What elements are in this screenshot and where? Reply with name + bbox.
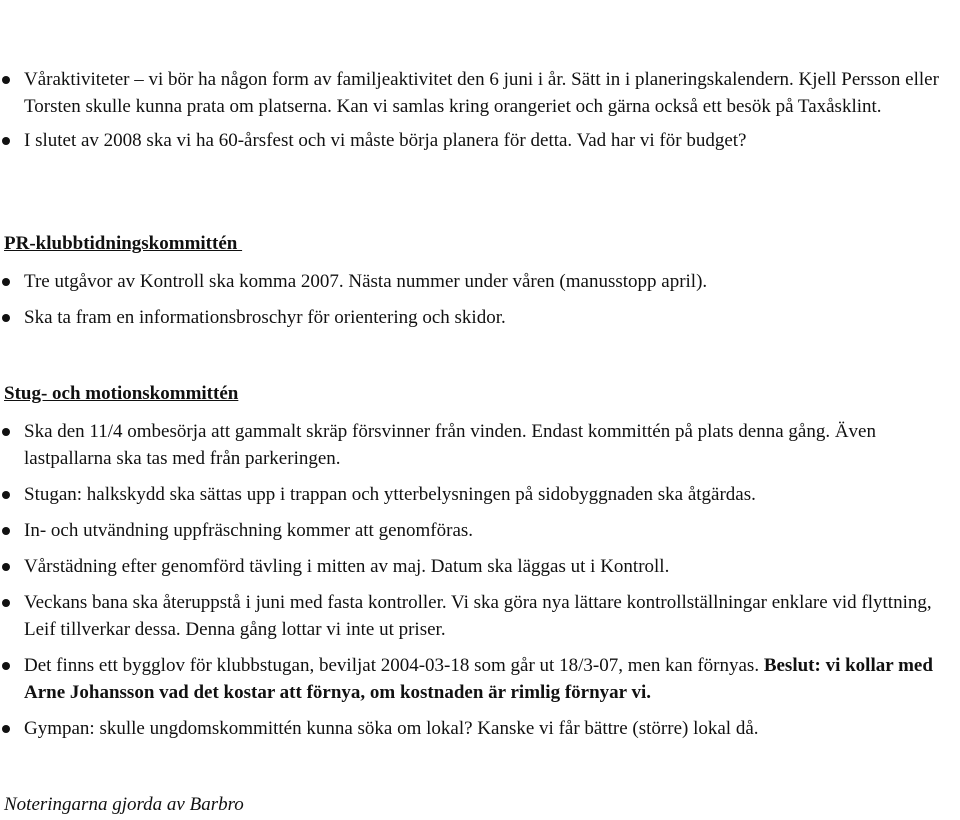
- top-bullet-list: [0, 66, 950, 154]
- section-heading-stug: Stug- och motionskommittén: [4, 383, 239, 404]
- stug-bullet-list: [0, 418, 950, 742]
- list-item: I slutet av 2008 ska vi ha 60-årsfest och vi måste börja planera för detta. Vad har vi för budget?: [0, 127, 950, 154]
- footer-note: Noteringarna gjorda av Barbro: [4, 794, 244, 815]
- section-heading-pr: PR-klubbtidningskommittén: [4, 233, 243, 254]
- bygglov-text: Det finns ett bygglov för klubbstugan, beviljat 2004-03-18 som går ut 18/3-07, men kan förnyas.: [24, 655, 764, 676]
- list-item: Vårstädning efter genomförd tävling i mitten av maj. Datum ska läggas ut i Kontroll.: [0, 553, 950, 580]
- list-item: Stugan: halkskydd ska sättas upp i trappan och ytterbelysningen på sidobyggnaden ska åtgärdas.: [0, 481, 950, 508]
- list-item-bygglov: [0, 652, 950, 706]
- list-item: Ska ta fram en informationsbroschyr för orientering och skidor.: [0, 304, 950, 331]
- list-item: Våraktiviteter – vi bör ha någon form av familjeaktivitet den 6 juni i år. Sätt in i planeringskalendern. Kjell Persson eller Torsten skulle kunna prata om platserna. Kan vi samlas kring orangeriet och gärna också ett besök på Taxåsklint.: [0, 66, 950, 120]
- list-item: Tre utgåvor av Kontroll ska komma 2007. Nästa nummer under våren (manusstopp april).: [0, 268, 950, 295]
- pr-bullet-list: [0, 268, 950, 331]
- list-item: In- och utvändning uppfräschning kommer att genomföras.: [0, 517, 950, 544]
- list-item: Veckans bana ska återuppstå i juni med fasta kontroller. Vi ska göra nya lättare kontrollställningar enklare vid flyttning, Leif tillverkar dessa. Denna gång lottar vi inte ut priser.: [0, 589, 950, 643]
- stug-section: [0, 418, 950, 742]
- decision-text: Beslut: vi kollar med Arne Johansson vad det kostar att förnya, om kostnaden är rimlig förnyar vi.: [24, 655, 933, 703]
- list-item: Gympan: skulle ungdomskommittén kunna söka om lokal? Kanske vi får bättre (större) lokal då.: [0, 715, 950, 742]
- pr-section: [0, 268, 950, 331]
- top-section: [0, 66, 950, 154]
- list-item: Ska den 11/4 ombesörja att gammalt skräp försvinner från vinden. Endast kommittén på plats denna gång. Även lastpallarna ska tas med från parkeringen.: [0, 418, 950, 472]
